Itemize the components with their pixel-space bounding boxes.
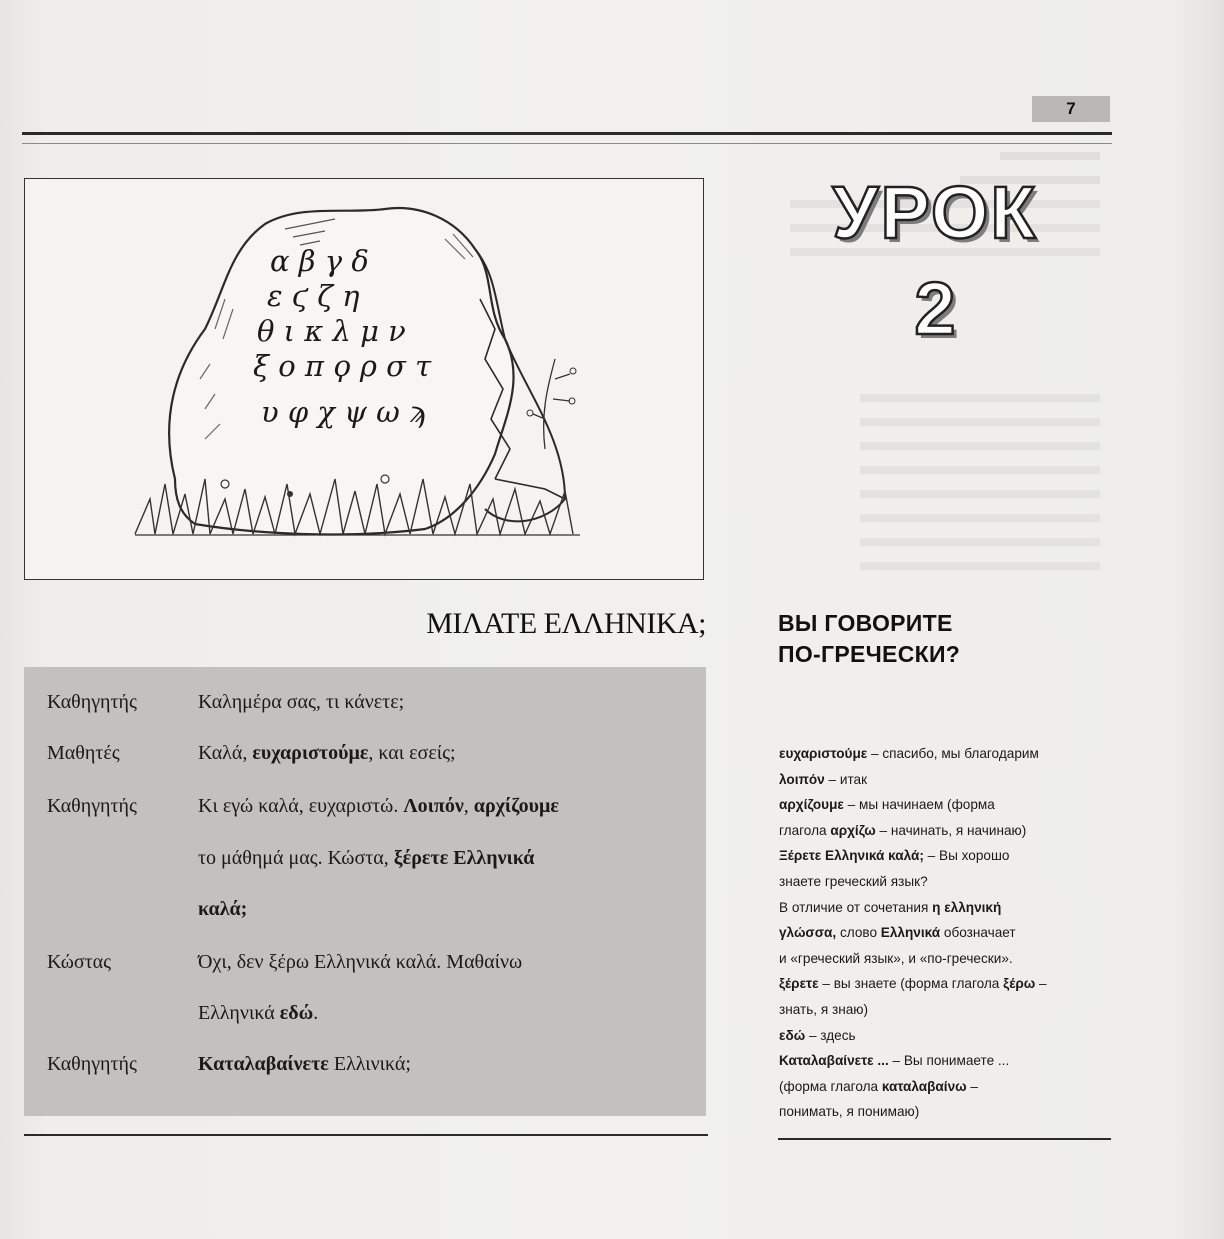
dialogue-line: Όχι, δεν ξέρω Ελληνικά καλά. Μαθαίνω [198,951,523,973]
vocab-line: знаете греческий язык? [779,873,928,889]
russian-title-line-1: ВЫ ГОВОРИТЕ [778,610,953,636]
bottom-rule-left [24,1134,708,1136]
letters-row-5: υ φ χ ψ ω ϡ [261,395,426,429]
vocab-line: и «греческий язык», и «по-гречески». [779,950,1013,966]
letters-row-1: α β γ δ [270,244,369,278]
vocab-line: В отличие от сочетания η ελληνική [779,899,1002,915]
vocabulary-list [779,741,1109,1125]
header-rule [22,132,1112,135]
vocab-line: γλώσσα, слово Ελληνικά обозначает [779,925,1016,941]
bottom-rule-right [778,1138,1111,1140]
alphabet-stone-illustration [24,178,704,580]
russian-section-title [778,608,1108,670]
dialogue-line: Κι εγώ καλά, ευχαριστώ. Λοιπόν, αρχίζουμε [198,795,559,817]
dialogue-speaker: Μαθητές [47,742,120,764]
dialogue-speaker: Κώστας [47,951,112,973]
dialogue-line: Καλά, ευχαριστούμε, και εσείς; [198,742,456,764]
dialogue-line: Ελληνικά εδώ. [198,1002,319,1024]
russian-title-line-2: ПО-ГРЕЧЕСКИ? [778,641,961,667]
dialogue-line: Καλημέρα σας, τι κάνετε; [198,691,405,713]
header-rule-thin [22,143,1112,144]
vocab-line: Ξέρετε Ελληνικά καλά; – Вы хорошо [779,848,1010,864]
letters-row-4: ξ ο π ϙ ρ σ τ [253,349,432,383]
vocab-line: Καταλαβαίνετε ... – Вы понимаете ... [779,1053,1010,1069]
dialogue-line: καλά; [198,898,248,920]
dialogue-speaker: Καθηγητής [47,795,137,817]
vocab-line: понимать, я понимаю) [779,1104,920,1120]
letters-row-3: θ ι κ λ μ ν [257,314,406,348]
vocab-line: ξέρετε – вы знаете (форма глагола ξέρω – [779,976,1047,992]
dialogue-line: Καταλαβαίνετε Ελλινικά; [198,1053,411,1075]
dialogue-speaker: Καθηγητής [47,1053,137,1075]
vocab-line: εδώ – здесь [779,1027,856,1043]
lesson-word: УРОК [832,171,1038,254]
vocab-line: (форма глагола καταλαβαίνω – [779,1078,978,1094]
vocab-line: глагола αρχίζω – начинать, я начинаю) [779,822,1027,838]
page-number: 7 [1032,96,1110,122]
stone-drawing [25,179,705,581]
greek-section-title: ΜΙΛΑΤΕ ΕΛΛΗΝΙΚΑ; [426,607,706,640]
vocab-line: знать, я знаю) [779,1001,869,1017]
vocab-line: ευχαριστούμε – спасибо, мы благодарим [779,746,1039,761]
letters-row-2: ε ϛ ζ η [267,279,360,313]
dialogue-speaker: Καθηγητής [47,691,137,713]
dialogue-line: το μάθημά μας. Κώστα, ξέρετε Ελληνικά [198,847,535,869]
lesson-number: 2 [914,267,956,350]
vocab-line: αρχίζουμε – мы начинаем (форма [779,797,995,813]
vocab-line: λοιπόν – итак [779,771,868,787]
dialogue-panel [24,667,706,1116]
